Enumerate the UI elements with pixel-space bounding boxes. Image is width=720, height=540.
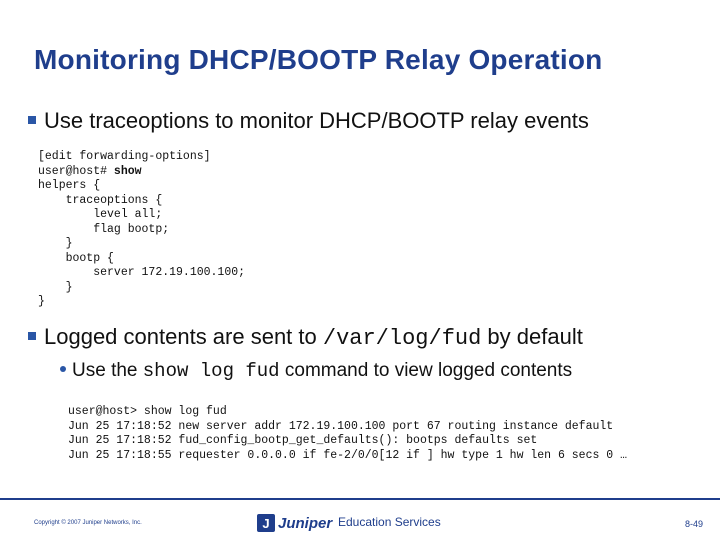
- code-line-edit-context: [edit forwarding-options]: [38, 150, 211, 163]
- bullet-code-path: /var/log/fud: [322, 326, 482, 351]
- sub-bullet-code: show log fud: [142, 360, 280, 382]
- log-prompt: user@host>: [68, 405, 144, 418]
- code-config-lines: helpers { traceoptions { level all; flag bootp; } bootp { server 172.19.100.100; } }: [38, 179, 246, 308]
- bullet-text: Use traceoptions to monitor DHCP/BOOTP relay events: [44, 108, 589, 133]
- log-lines: Jun 25 17:18:52 new server addr 172.19.100.100 port 67 routing instance default Jun 25 17:18:52 fud_config_bootp_get_defaults(): bootps defaults set Jun 25 17:18:55 requester 0.0.0.0 if fe-2/0/0[12 if ] hw type 1 hw len 6 secs 0 …: [68, 419, 627, 462]
- juniper-logo: [257, 514, 332, 532]
- log-command: show log fud: [143, 405, 227, 418]
- square-bullet-icon: [28, 116, 36, 124]
- page-number: 8-49: [685, 519, 704, 529]
- square-bullet-icon: [28, 332, 36, 340]
- config-code-block: [38, 150, 245, 310]
- juniper-logo-text: Juniper: [278, 514, 333, 532]
- education-services-label: Education Services: [338, 515, 441, 529]
- bullet-traceoptions: [28, 108, 589, 134]
- bullet-text-after: by default: [481, 324, 583, 349]
- sub-bullet-text-before: Use the: [72, 360, 143, 381]
- sub-bullet-text-after: command to view logged contents: [279, 360, 573, 381]
- sub-bullet-show-log: [60, 360, 572, 382]
- copyright-text: Copyright © 2007 Juniper Networks, Inc.: [34, 520, 142, 526]
- log-code-block: [68, 405, 627, 463]
- round-bullet-icon: [60, 366, 66, 372]
- bullet-text-before: Logged contents are sent to: [44, 324, 323, 349]
- slide-title: Monitoring DHCP/BOOTP Relay Operation: [34, 44, 603, 75]
- code-command: show: [113, 164, 142, 178]
- juniper-logo-icon: J: [257, 514, 275, 532]
- code-prompt: user@host#: [38, 164, 114, 178]
- bullet-logged-contents: [28, 324, 583, 351]
